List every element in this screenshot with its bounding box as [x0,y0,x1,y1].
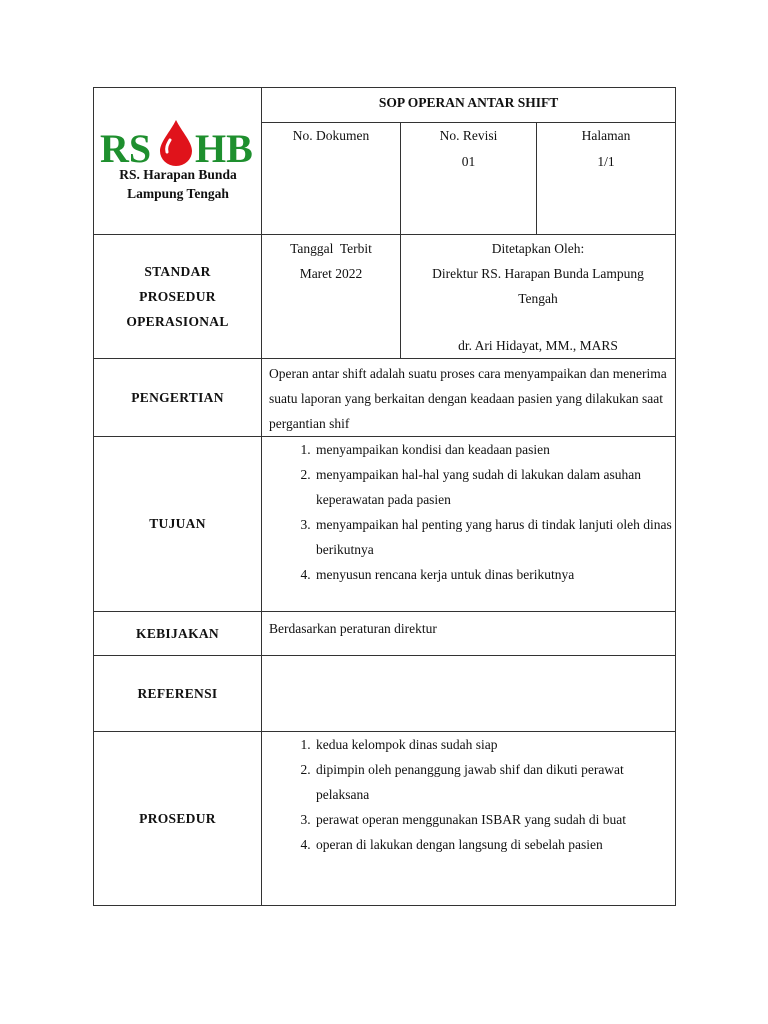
revision-cell [401,123,537,235]
revision-label: No. Revisi [439,128,498,143]
document-title: SOP OPERAN ANTAR SHIFT [262,88,676,123]
hospital-name-line2: Lampung Tengah [127,186,229,201]
hospital-name [94,165,262,203]
pengertian-text: Operan antar shift adalah suatu proses cara menyampaikan dan menerima suatu laporan yang berkaitan dengan keadaan pasien yang dilakukan saat pergantian shif [262,359,676,437]
tujuan-item: 1. menyampaikan kondisi dan keadaan pasien [314,437,675,462]
sop-label-line3: OPERASIONAL [126,314,229,329]
prosedur-list [262,732,675,857]
prosedur-item: 3. perawat operan menggunakan ISBAR yang sudah di buat [314,807,675,832]
pengertian-label: PENGERTIAN [94,359,262,437]
tujuan-label: TUJUAN [94,437,262,612]
svg-text:HB: HB [195,126,253,166]
doc-number-label: No. Dokumen [292,128,370,143]
revision-value: 01 [461,154,476,169]
approved-label: Ditetapkan Oleh: [491,241,585,256]
signatory-name: dr. Ari Hidayat, MM., MARS [458,338,618,353]
issue-date-value: Maret 2022 [299,266,363,281]
page-label: Halaman [581,128,631,143]
doc-number-cell [262,123,401,235]
issue-date-cell [262,235,401,359]
approved-by: Direktur RS. Harapan Bunda Lampung Tengah [432,266,644,306]
prosedur-item: 2. dipimpin oleh penanggung jawab shif dan dikuti perawat pelaksana [314,757,675,807]
prosedur-label: PROSEDUR [94,732,262,906]
referensi-text [262,656,676,732]
tujuan-item: 3. menyampaikan hal penting yang harus di tindak lanjuti oleh dinas berikutnya [314,512,675,562]
sop-label-line1: STANDAR [144,264,211,279]
hospital-logo [100,118,256,166]
tujuan-item: 2. menyampaikan hal-hal yang sudah di lakukan dalam asuhan keperawatan pada pasien [314,462,675,512]
kebijakan-text: Berdasarkan peraturan direktur [262,612,676,656]
approval-cell [401,235,676,359]
kebijakan-label: KEBIJAKAN [94,612,262,656]
hospital-logo-cell [94,88,262,235]
prosedur-item: 4. operan di lakukan dengan langsung di sebelah pasien [314,832,675,857]
tujuan-list [262,437,675,587]
hospital-name-line1: RS. Harapan Bunda [119,167,237,182]
prosedur-cell [262,732,676,906]
page-value: 1/1 [597,154,615,169]
tujuan-item: 4. menyusun rencana kerja untuk dinas berikutnya [314,562,675,587]
sop-document-table [93,87,676,906]
page-cell [537,123,676,235]
tujuan-cell [262,437,676,612]
blood-drop-icon [160,120,192,166]
issue-date-label: Tanggal Terbit [290,241,372,256]
sop-label-cell [94,235,262,359]
sop-label-line2: PROSEDUR [139,289,216,304]
svg-text:RS: RS [100,126,152,166]
prosedur-item: 1. kedua kelompok dinas sudah siap [314,732,675,757]
referensi-label: REFERENSI [94,656,262,732]
